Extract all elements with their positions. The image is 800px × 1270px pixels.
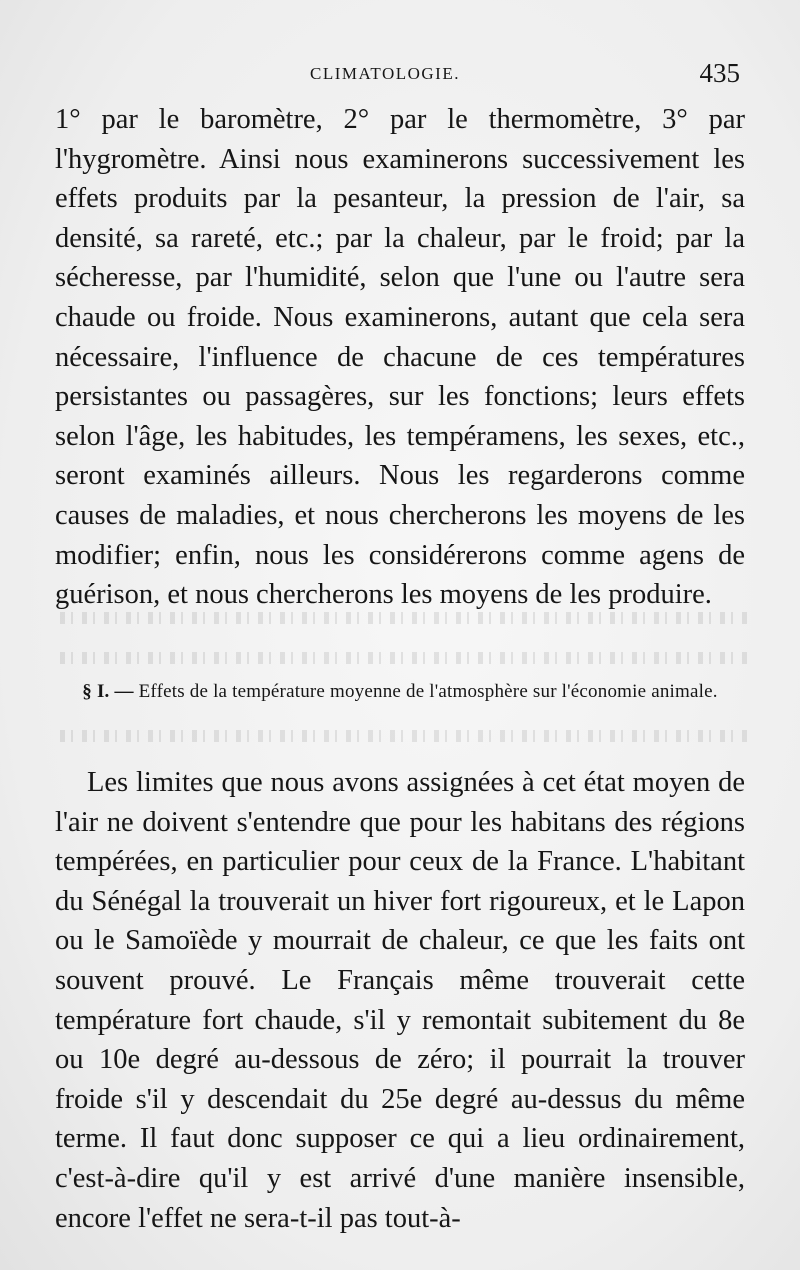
section-heading xyxy=(55,678,745,705)
running-title: CLIMATOLOGIE. xyxy=(310,64,460,83)
show-through xyxy=(60,652,750,664)
show-through xyxy=(60,730,750,742)
section-title: Effets de la température moyenne de l'atmosphère sur l'économie animale. xyxy=(138,681,718,702)
page-number: 435 xyxy=(699,58,740,88)
running-head xyxy=(0,60,800,90)
body-paragraph-2: Les limites que nous avons assignées à cet état moyen de l'air ne doivent s'entendre que pour les habitans des régions tempérées, en particulier pour ceux de la France. L'habitant du Sénégal la trouverait un hiver fort rigoureux, et le Lapon ou le Samoïède y mourrait de chaleur, ce que les faits ont souvent prouvé. Le Français même trouverait cette température fort chaude, s'il y remontait subitement du 8e ou 10e degré au-dessous de zéro; il pourrait la trouver froide s'il y descendait du 25e degré au-dessus du même terme. Il faut donc supposer ce qui a lieu ordinairement, c'est-à-dire qu'il y est arrivé d'une manière insensible, encore l'effet ne sera-t-il pas tout-à- xyxy=(55,767,745,1234)
body-paragraph-1: 1° par le baromètre, 2° par le thermomètre, 3° par l'hygromètre. Ainsi nous examinerons successivement les effets produits par la pesanteur, la pression de l'air, sa densité, sa rareté, etc.; par la chaleur, par le froid; par la sécheresse, par l'humidité, selon que l'une ou l'autre sera chaude ou froide. Nous examinerons, autant que cela sera nécessaire, l'influence de chacune de ces températures persistantes ou passagères, sur les fonctions; leurs effets selon l'âge, les habitudes, les tempéramens, les sexes, etc., seront examinés ailleurs. Nous les regarderons comme causes de maladies, et nous chercherons les moyens de les modifier; enfin, nous les considérerons comme agens de guérison, et nous chercherons les moyens de les produire. xyxy=(55,104,745,611)
section-label: § I. — xyxy=(82,681,134,702)
